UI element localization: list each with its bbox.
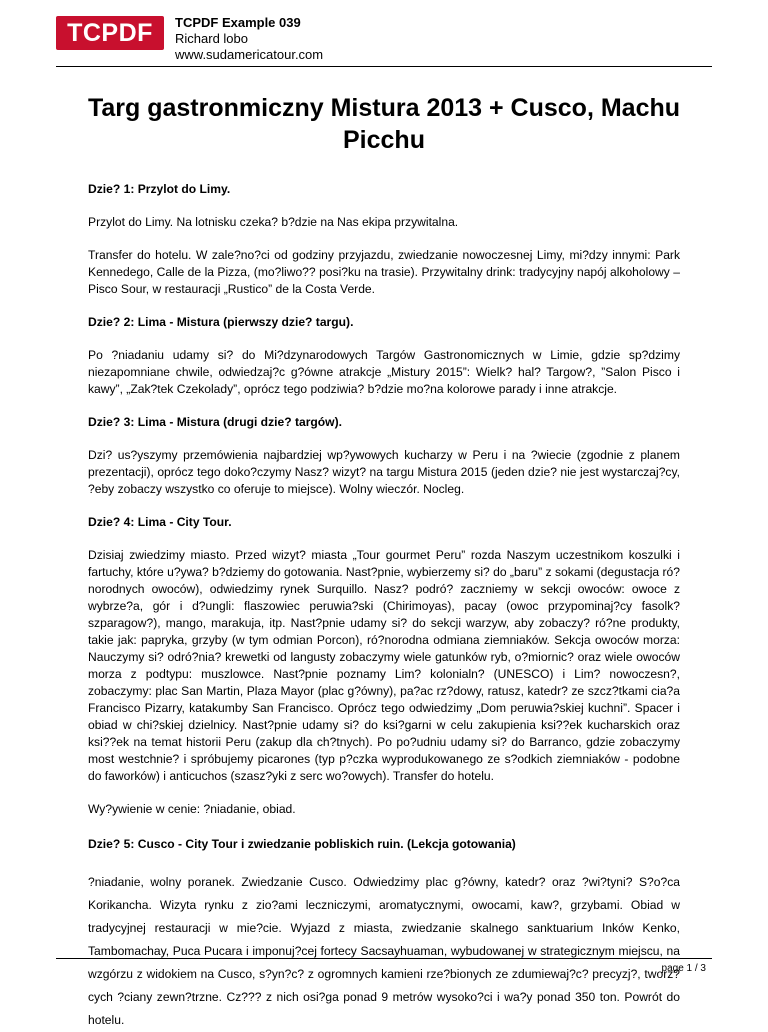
day-1-paragraph-1: Przylot do Limy. Na lotnisku czeka? b?dzie na Nas ekipa przywitalna.	[88, 215, 459, 229]
day-1-paragraph-2: Transfer do hotelu. W zale?no?ci od godziny przyjazdu, zwiedzanie nowoczesnej Limy, mi?dzy innymi: Park Kennedego, Calle de la Pizza, (mo?liwo?? posi?ku na trasie). Przywitalny drink: tradycyjny napój alkoholowy – Pisco Sour, w restauracji „Rustico” de la Costa Verde.	[88, 248, 680, 296]
day-4-paragraph-2: Wy?ywienie w cenie: ?niadanie, obiad.	[88, 802, 296, 816]
day-2-paragraph-1: Po ?niadaniu udamy si? do Mi?dzynarodowych Targów Gastronomicznych w Limie, gdzie sp?dzimy niezapomniane chwile, odwiedzaj?c g?ówne atrakcje „Mistury 2015”: Wielk? hal? Targow?, ”Salon Pisco i kawy”, „Zak?tek Czekolady”, oprócz tego podziwia? b?dzie mo?na kolorowe parady i inne atrakcje.	[88, 348, 680, 396]
logo-text: TCPDF	[67, 18, 153, 47]
day-4-paragraph-1: Dzisiaj zwiedzimy miasto. Przed wizyt? miasta „Tour gourmet Peru” rozda Naszym uczestnikom koszulki i fartuchy, które u?ywa? b?dziemy do gotowania. Nast?pnie, wybierzemy si? do „baru” z sokami (degustacja ró?norodnych owoców), odwiedzimy rynek Surquillo. Nasz? podró? zaczniemy w sekcji owoców: owoce z wybrze?a, gór i d?ungli: flaszowiec peruwia?ski (Chirimoyas), pacay (owoc przypominaj?cy fasolk? szparagow?), mango, marakuja, itp. Nast?pnie udamy si? do sekcji warzyw, aby zobaczy? ró?ne produkty, takie jak: papryka, grzyby (w tym odmian Porcon), ró?norodna odmiana ziemniaków. Sekcja owoców morza: Nauczymy si? odró?nia? krewetki od langusty zobaczymy wiele gatunków ryb, o?miornic? oraz wiele owoców morza z podtypu: muszlowce. Nast?pnie poznamy Lim? kolonialn? (UNESCO) i Lim? nowoczesn?, zobaczymy: plac San Martin, Plaza Mayor (plac g?ówny), pa?ac rz?dowy, ratusz, katedr? ze szcz?tkami cia?a Francisco Pizarry, katakumby San Francisco. Oprócz tego odwiedzimy „Dom peruwia?skiej kuchni”. Spacer i obiad w chi?skiej dzielnicy. Nast?pnie udamy si? do ksi?garni w celu zakupienia ksi??ek kucharskich oraz ksi??ek na temat historii Peru (zakup dla ch?tnych). Po po?udniu udamy si? do Barranco, gdzie zobaczymy most westchnie? i spróbujemy picarones (typ p?czka wyprodukowanego ze s?odkich ziemniaków - podobne do faworków) i anticuchos (szasz?yki z serc wo?owych). Transfer do hotelu.	[88, 548, 680, 783]
day-1-heading: Dzie? 1: Przylot do Limy.	[88, 182, 231, 196]
day-3-heading: Dzie? 3: Lima - Mistura (drugi dzie? targów).	[88, 415, 342, 429]
day-5-heading: Dzie? 5: Cusco - City Tour i zwiedzanie pobliskich ruin. (Lekcja gotowania)	[88, 837, 516, 851]
document-body	[88, 181, 680, 1032]
day-2-heading: Dzie? 2: Lima - Mistura (pierwszy dzie? targu).	[88, 315, 354, 329]
page-number: page 1 / 3	[661, 963, 706, 974]
header-title: TCPDF Example 039	[175, 15, 301, 30]
document-title: Targ gastronmiczny Mistura 2013 + Cusco, Machu Picchu	[87, 94, 681, 154]
day-3-paragraph-1: Dzi? us?yszymy przemówienia najbardziej wp?ywowych kucharzy w Peru i na ?wiecie (zgodnie z planem prezentacji), oprócz tego doko?czymy Nasz? wizyt? na targu Mistura 2015 (jeden dzie? nie jest wystarczaj?cy, ?eby zobaczy wszystko co oferuje to miejsce). Wolny wieczór. Nocleg.	[88, 448, 680, 496]
day-5-paragraph-1: ?niadanie, wolny poranek. Zwiedzanie Cusco. Odwiedzimy plac g?ówny, katedr? oraz ?wi?tyni? S?o?ca Korikancha. Wizyta rynku z zio?ami leczniczymi, aromatycznymi, owocami, kaw?, grzybami. Obiad w tradycyjnej restauracji w mie?cie. Wyjazd z miasta, zwiedzanie skalnego sanktuarium Inków Kenko, Tambomachay, Puca Pucara i imponuj?cej fortecy Sacsayhuaman, wybudowanej w strategicznym miejscu, na wzgórzu z widokiem na Cusco, s?yn?c? z ogromnych kamieni rze?bionych ze zdumiewaj?c? precyzj?, tworz?cych ?ciany zewn?trzne. Cz??? z nich osi?ga ponad 9 metrów wysoko?ci i wa?y ponad 350 ton. Powrót do hotelu.	[88, 875, 680, 1027]
header-author: Richard lobo	[175, 31, 248, 46]
header-website: www.sudamericatour.com	[175, 47, 324, 62]
footer-divider	[56, 958, 712, 959]
header-divider	[56, 66, 712, 67]
tcpdf-logo	[56, 16, 164, 50]
day-4-heading: Dzie? 4: Lima - City Tour.	[88, 515, 232, 529]
page-header	[175, 15, 323, 63]
